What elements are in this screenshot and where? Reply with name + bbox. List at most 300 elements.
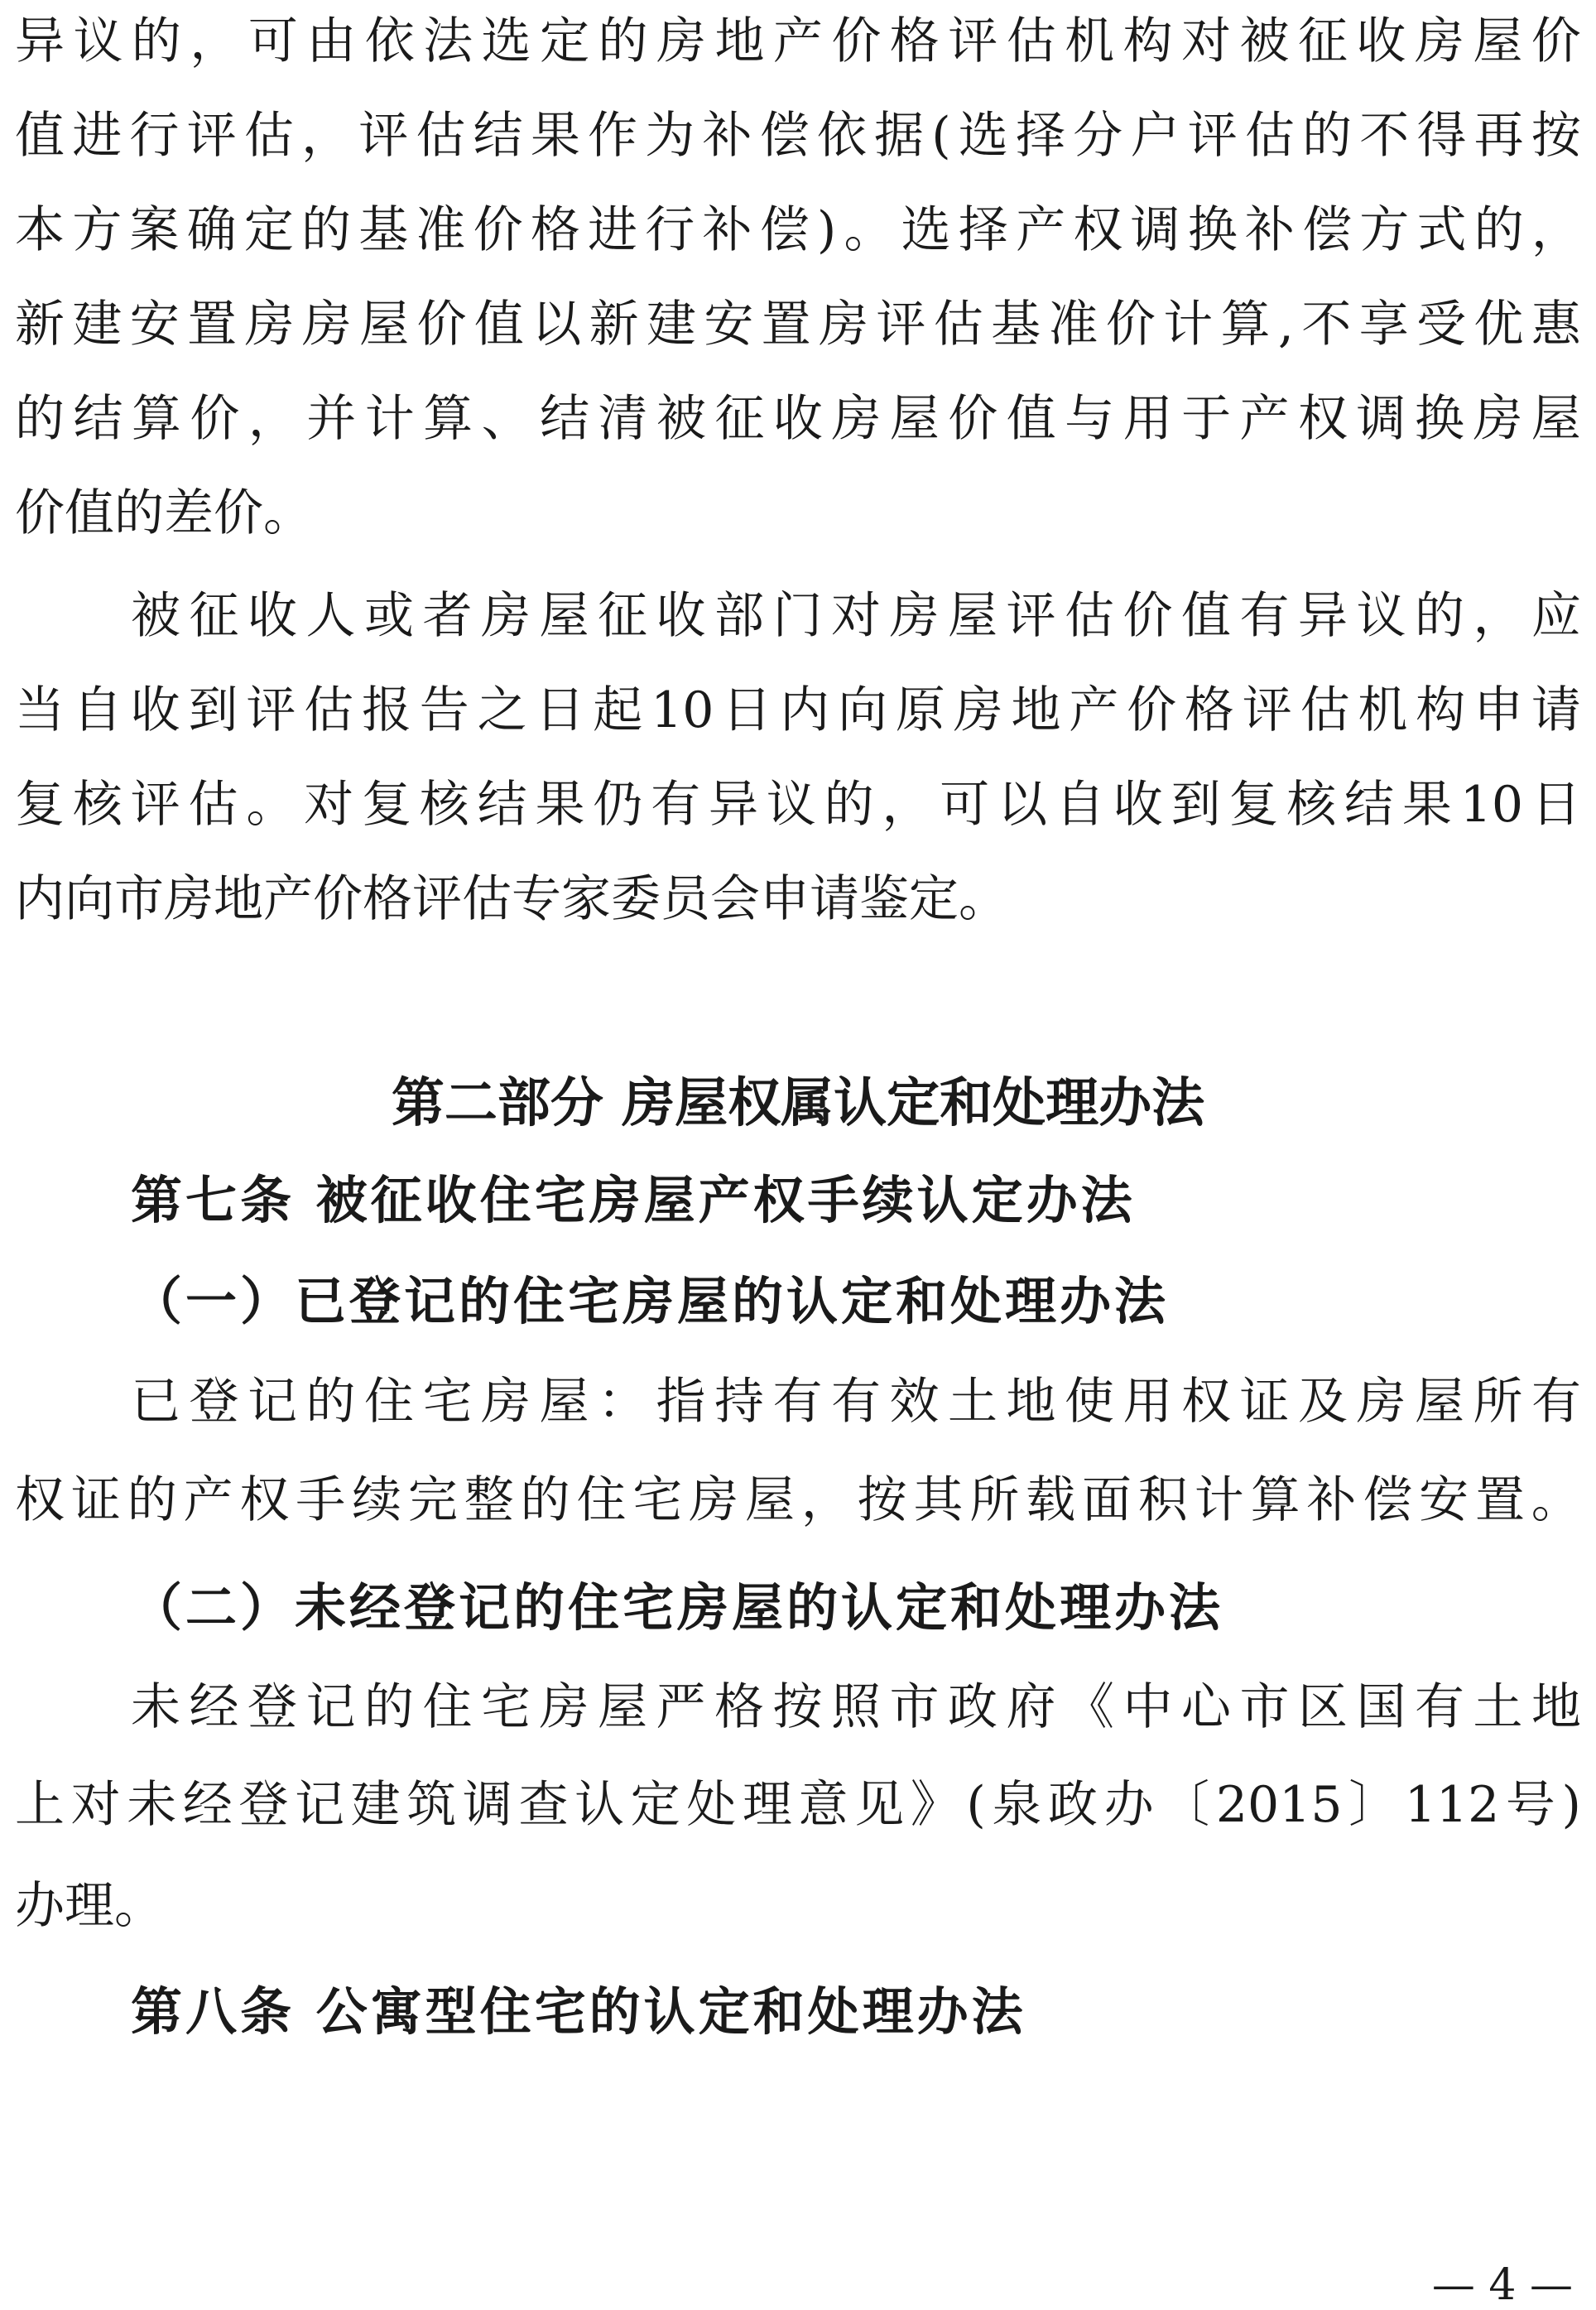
- glyph: 价: [473, 201, 523, 259]
- glyph: 产: [1239, 390, 1290, 448]
- glyph: 屋: [948, 587, 997, 645]
- paragraph-line: [15, 0, 1581, 83]
- glyph: 置: [1474, 1471, 1525, 1529]
- glyph: 地: [1011, 681, 1061, 739]
- glyph: 按: [772, 1678, 823, 1736]
- glyph: 筑: [406, 1776, 457, 1834]
- glyph: 异: [708, 776, 758, 834]
- glyph: 》: [910, 1776, 960, 1834]
- paragraph-line: [15, 1764, 1581, 1846]
- glyph: 据: [874, 107, 925, 165]
- glyph: 有: [831, 1373, 881, 1431]
- glyph: 收: [130, 681, 180, 739]
- glyph: 估: [1300, 681, 1350, 739]
- article-7-heading: 第七条 被征收住宅房屋产权手续认定办法: [131, 1170, 1136, 1230]
- glyph: 权: [1073, 201, 1123, 259]
- glyph: 意: [798, 1776, 848, 1834]
- glyph: 收: [1113, 776, 1163, 834]
- glyph: 复: [361, 776, 411, 834]
- glyph: 10: [1459, 776, 1524, 834]
- glyph: 仍: [593, 776, 643, 834]
- glyph: 选: [901, 201, 951, 259]
- glyph: 补: [1306, 1471, 1357, 1529]
- glyph: 以: [997, 776, 1048, 834]
- glyph: 续: [352, 1471, 402, 1529]
- glyph: 征: [189, 587, 239, 645]
- glyph: 屋: [359, 296, 410, 354]
- glyph: 市: [889, 1678, 940, 1736]
- glyph: 门: [772, 587, 823, 645]
- glyph: 10: [651, 681, 714, 739]
- glyph: 屋: [539, 1373, 589, 1431]
- glyph: 用: [1122, 1373, 1173, 1431]
- glyph: 偿: [759, 107, 810, 165]
- glyph: 房: [889, 587, 940, 645]
- glyph: 宅: [422, 1373, 473, 1431]
- glyph: 房: [301, 296, 352, 354]
- paragraph-line-last: 内向市房地产价格评估专家委员会申请鉴定。: [15, 870, 1008, 928]
- glyph: 计: [1194, 1471, 1244, 1529]
- glyph: 产: [183, 1471, 233, 1529]
- glyph: 者: [422, 587, 473, 645]
- glyph: 估: [304, 681, 354, 739]
- glyph: 建: [646, 296, 696, 354]
- glyph: 再: [1473, 107, 1524, 165]
- glyph: 上: [15, 1776, 65, 1834]
- glyph: 的: [1302, 107, 1353, 165]
- glyph: 认: [574, 1776, 625, 1834]
- glyph: 的: [824, 776, 874, 834]
- glyph: 见: [854, 1776, 905, 1834]
- glyph: 其: [913, 1471, 964, 1529]
- paragraph-line: [15, 763, 1581, 846]
- glyph: 被: [1239, 12, 1290, 70]
- glyph: 的: [301, 201, 352, 259]
- glyph: 式: [1416, 201, 1467, 259]
- glyph: 得: [1416, 107, 1467, 165]
- glyph: 换: [1187, 201, 1238, 259]
- glyph: 的: [305, 1373, 356, 1431]
- glyph: 已: [131, 1373, 180, 1431]
- glyph: 估: [188, 776, 238, 834]
- glyph: 安: [129, 296, 180, 354]
- glyph: 登: [238, 1776, 289, 1834]
- glyph: 原: [895, 681, 945, 739]
- glyph: 房: [953, 681, 1003, 739]
- glyph: 〕: [1348, 1776, 1399, 1834]
- glyph: 权: [1297, 390, 1348, 448]
- glyph: ，: [248, 390, 298, 448]
- glyph: 定: [540, 12, 590, 70]
- glyph: 惠: [1531, 296, 1581, 354]
- glyph: 果: [530, 107, 580, 165]
- glyph: 应: [1531, 587, 1581, 645]
- glyph: 由: [306, 12, 357, 70]
- glyph: 不: [1301, 296, 1352, 354]
- glyph: 换: [1414, 390, 1464, 448]
- glyph: 的: [1473, 201, 1524, 259]
- glyph: 房: [539, 1678, 589, 1736]
- glyph: 屋: [539, 587, 589, 645]
- glyph: 果: [535, 776, 585, 834]
- glyph: 日: [535, 681, 585, 739]
- glyph: 的: [598, 12, 648, 70]
- glyph: 到: [188, 681, 238, 739]
- glyph: 整: [464, 1471, 514, 1529]
- glyph: 对: [1181, 12, 1232, 70]
- glyph: 评: [246, 681, 296, 739]
- glyph: 复: [15, 776, 65, 834]
- glyph: 价: [190, 390, 240, 448]
- section-title: 第二部分 房屋权属认定和处理办法: [391, 1073, 1205, 1134]
- glyph: 号: [1505, 1776, 1555, 1834]
- glyph: 房: [481, 1373, 531, 1431]
- glyph: 复: [1228, 776, 1279, 834]
- glyph: 有: [1239, 587, 1290, 645]
- glyph: 评: [130, 776, 180, 834]
- glyph: 完: [407, 1471, 458, 1529]
- glyph: 机: [1065, 12, 1115, 70]
- glyph: 告: [419, 681, 469, 739]
- glyph: 人: [305, 587, 356, 645]
- paragraph-line: [15, 189, 1581, 272]
- glyph: 中: [1122, 1678, 1173, 1736]
- glyph: 府: [1006, 1678, 1056, 1736]
- glyph: 构: [1122, 12, 1173, 70]
- glyph: 房: [481, 587, 531, 645]
- glyph: 、: [481, 390, 531, 448]
- glyph: 的: [131, 12, 181, 70]
- glyph: 估: [1244, 107, 1295, 165]
- glyph: 分: [1073, 107, 1123, 165]
- glyph: 地: [1006, 1373, 1056, 1431]
- glyph: ，: [190, 12, 240, 70]
- glyph: 并: [306, 390, 357, 448]
- glyph: ：: [598, 1373, 647, 1431]
- glyph: 区: [1298, 1678, 1348, 1736]
- glyph: 机: [1358, 681, 1408, 739]
- glyph: 。: [246, 776, 296, 834]
- glyph: 格: [530, 201, 580, 259]
- glyph: 112: [1404, 1776, 1500, 1834]
- glyph: 使: [1065, 1373, 1114, 1431]
- glyph: 核: [1286, 776, 1337, 834]
- paragraph-line: [15, 94, 1581, 177]
- glyph: 征: [1297, 12, 1348, 70]
- glyph: 值: [15, 107, 65, 165]
- glyph: 收: [656, 587, 706, 645]
- paragraph-line-last: 价值的差价。: [15, 484, 313, 542]
- glyph: 与: [1065, 390, 1115, 448]
- glyph: 的: [127, 1471, 177, 1529]
- glyph: 的: [520, 1471, 570, 1529]
- glyph: 异: [1298, 587, 1348, 645]
- glyph: 补: [702, 107, 752, 165]
- article-7-sub-2-heading: （二）未经登记的住宅房屋的认定和处理办法: [131, 1577, 1224, 1638]
- glyph: 价: [831, 12, 882, 70]
- glyph: 结: [540, 390, 590, 448]
- glyph: 证: [70, 1471, 121, 1529]
- glyph: 自: [72, 681, 123, 739]
- glyph: 照: [831, 1678, 881, 1736]
- glyph: 选: [958, 107, 1008, 165]
- glyph: ，: [882, 776, 932, 834]
- glyph: 于: [1181, 390, 1232, 448]
- glyph: 价: [1531, 12, 1581, 70]
- glyph: 作: [588, 107, 638, 165]
- glyph: 对: [831, 587, 881, 645]
- glyph: ，: [800, 1471, 851, 1529]
- glyph: 可: [248, 12, 298, 70]
- glyph: 严: [656, 1678, 706, 1736]
- glyph: 价: [1122, 587, 1173, 645]
- glyph: 证: [1239, 1373, 1290, 1431]
- glyph: 新: [589, 296, 639, 354]
- glyph: 房: [1473, 390, 1523, 448]
- glyph: 算: [131, 390, 181, 448]
- glyph: 建: [350, 1776, 401, 1834]
- glyph: 核: [72, 776, 123, 834]
- glyph: 结: [477, 776, 527, 834]
- glyph: 算: [1220, 296, 1271, 354]
- glyph: 申: [1473, 681, 1524, 739]
- glyph: 新: [15, 296, 65, 354]
- glyph: 行: [645, 201, 695, 259]
- glyph: 议: [1356, 587, 1406, 645]
- glyph: 进: [588, 201, 638, 259]
- glyph: 理: [742, 1776, 792, 1834]
- glyph: 登: [189, 1373, 239, 1431]
- glyph: 之: [477, 681, 527, 739]
- glyph: 补: [702, 201, 752, 259]
- article-7-sub-1-heading: （一）已登记的住宅房屋的认定和处理办法: [131, 1271, 1170, 1331]
- paragraph-line: [131, 1360, 1581, 1443]
- glyph: 评: [1006, 587, 1056, 645]
- glyph: 结: [473, 107, 523, 165]
- glyph: ): [1561, 1776, 1581, 1834]
- glyph: 准: [1048, 296, 1098, 354]
- glyph: 被: [131, 587, 180, 645]
- glyph: (: [966, 1776, 986, 1834]
- glyph: 补: [1244, 201, 1295, 259]
- glyph: 市: [1239, 1678, 1290, 1736]
- glyph: 果: [1401, 776, 1452, 834]
- glyph: 经: [182, 1776, 233, 1834]
- glyph: 清: [598, 390, 648, 448]
- glyph: 。: [1531, 1471, 1581, 1529]
- glyph: 2015: [1215, 1776, 1343, 1834]
- glyph: 报: [361, 681, 411, 739]
- glyph: 户: [1130, 107, 1180, 165]
- glyph: 用: [1122, 390, 1173, 448]
- glyph: 办: [1103, 1776, 1154, 1834]
- glyph: ，: [301, 107, 352, 165]
- glyph: 部: [714, 587, 764, 645]
- glyph: 宅: [481, 1678, 531, 1736]
- glyph: 〔: [1160, 1776, 1210, 1834]
- glyph: 受: [1416, 296, 1467, 354]
- page-number: — 4 —: [1431, 2260, 1573, 2310]
- glyph: 置: [761, 296, 811, 354]
- glyph: 准: [416, 201, 466, 259]
- glyph: 价: [1105, 296, 1156, 354]
- glyph: 建: [72, 296, 123, 354]
- glyph: 被: [656, 390, 706, 448]
- glyph: 征: [598, 587, 647, 645]
- glyph: 算: [423, 390, 474, 448]
- glyph: 偿: [1302, 201, 1353, 259]
- glyph: 产: [1016, 201, 1066, 259]
- paragraph-line: [15, 1459, 1581, 1542]
- paragraph-line: [131, 575, 1581, 657]
- glyph: 持: [714, 1373, 764, 1431]
- glyph: 享: [1358, 296, 1409, 354]
- glyph: 的: [15, 390, 65, 448]
- glyph: 评: [1187, 107, 1238, 165]
- glyph: 产: [772, 12, 823, 70]
- glyph: 值: [1006, 390, 1056, 448]
- glyph: 基: [991, 296, 1041, 354]
- glyph: 的: [1415, 587, 1464, 645]
- glyph: 调: [1130, 201, 1180, 259]
- glyph: 格: [714, 1678, 764, 1736]
- glyph: 选: [481, 12, 531, 70]
- glyph: 收: [1356, 12, 1406, 70]
- glyph: 依: [364, 12, 415, 70]
- glyph: 价: [948, 390, 998, 448]
- glyph: 记: [248, 1373, 297, 1431]
- glyph: 屋: [1415, 1373, 1464, 1431]
- glyph: 方: [72, 201, 123, 259]
- glyph: 值: [474, 296, 524, 354]
- glyph: 计: [364, 390, 415, 448]
- glyph: 记: [305, 1678, 356, 1736]
- glyph: 结: [1344, 776, 1395, 834]
- glyph: 屋: [744, 1471, 795, 1529]
- glyph: 《: [1065, 1678, 1114, 1736]
- glyph: 按: [857, 1471, 907, 1529]
- glyph: 依: [816, 107, 867, 165]
- glyph: 土: [948, 1373, 997, 1431]
- glyph: 案: [129, 201, 180, 259]
- glyph: 优: [1473, 296, 1524, 354]
- glyph: (: [931, 107, 951, 165]
- glyph: 。: [844, 201, 894, 259]
- glyph: 指: [656, 1373, 706, 1431]
- glyph: 有: [651, 776, 701, 834]
- glyph: 日: [722, 681, 772, 739]
- glyph: 择: [958, 201, 1008, 259]
- glyph: 未: [131, 1678, 180, 1736]
- glyph: 收: [248, 587, 297, 645]
- glyph: 请: [1531, 681, 1581, 739]
- glyph: 计: [1163, 296, 1214, 354]
- glyph: 不: [1359, 107, 1410, 165]
- glyph: 本: [15, 201, 65, 259]
- glyph: 载: [1026, 1471, 1076, 1529]
- glyph: 估: [933, 296, 983, 354]
- glyph: 估: [416, 107, 466, 165]
- glyph: 房: [1356, 1373, 1406, 1431]
- glyph: 经: [189, 1678, 239, 1736]
- glyph: 评: [1242, 681, 1292, 739]
- glyph: 法: [423, 12, 474, 70]
- glyph: 调: [462, 1776, 512, 1834]
- glyph: 处: [686, 1776, 737, 1834]
- glyph: 可: [940, 776, 990, 834]
- glyph: 效: [889, 1373, 940, 1431]
- glyph: 议: [73, 12, 123, 70]
- glyph: 日: [1531, 776, 1581, 834]
- glyph: 确: [186, 201, 237, 259]
- glyph: 核: [419, 776, 469, 834]
- glyph: 地: [1531, 1678, 1581, 1736]
- glyph: 置: [187, 296, 238, 354]
- glyph: 房: [819, 296, 869, 354]
- glyph: ，: [1531, 201, 1581, 259]
- glyph: ,: [1277, 296, 1294, 354]
- glyph: 住: [364, 1373, 414, 1431]
- glyph: 有: [772, 1373, 823, 1431]
- glyph: 房: [1414, 12, 1464, 70]
- glyph: 内: [780, 681, 830, 739]
- glyph: 安: [704, 296, 754, 354]
- glyph: 权: [15, 1471, 65, 1529]
- glyph: 记: [295, 1776, 345, 1834]
- glyph: 调: [1356, 390, 1406, 448]
- glyph: 价: [416, 296, 467, 354]
- glyph: 住: [422, 1678, 473, 1736]
- glyph: 方: [1359, 201, 1410, 259]
- glyph: 基: [358, 201, 409, 259]
- paragraph-line-last: 办理。: [15, 1877, 164, 1935]
- glyph: 安: [1419, 1471, 1469, 1529]
- glyph: 择: [1016, 107, 1066, 165]
- glyph: 构: [1416, 681, 1466, 739]
- glyph: 或: [364, 587, 414, 645]
- glyph: 起: [593, 681, 643, 739]
- glyph: 评: [358, 107, 409, 165]
- glyph: 偿: [1363, 1471, 1413, 1529]
- glyph: 自: [1055, 776, 1105, 834]
- glyph: 国: [1356, 1678, 1406, 1736]
- paragraph-line: [15, 283, 1581, 366]
- glyph: 所: [969, 1471, 1020, 1529]
- glyph: 房: [656, 12, 706, 70]
- glyph: 产: [1069, 681, 1119, 739]
- glyph: 价: [1127, 681, 1177, 739]
- glyph: 面: [1082, 1471, 1132, 1529]
- glyph: 异: [15, 12, 65, 70]
- glyph: 向: [837, 681, 887, 739]
- glyph: 心: [1181, 1678, 1231, 1736]
- paragraph-line: [15, 669, 1581, 752]
- article-8-heading: 第八条 公寓型住宅的认定和处理办法: [131, 1981, 1026, 2042]
- paragraph-line: [15, 378, 1581, 460]
- glyph: 值: [1181, 587, 1231, 645]
- glyph: ): [816, 201, 837, 259]
- glyph: 估: [1006, 12, 1056, 70]
- glyph: 屋: [598, 1678, 647, 1736]
- glyph: 屋: [1473, 12, 1523, 70]
- glyph: 定: [243, 201, 294, 259]
- glyph: 到: [1171, 776, 1221, 834]
- glyph: 住: [576, 1471, 627, 1529]
- glyph: 所: [1473, 1373, 1523, 1431]
- glyph: 有: [1531, 1373, 1581, 1431]
- glyph: 的: [364, 1678, 414, 1736]
- glyph: 为: [645, 107, 695, 165]
